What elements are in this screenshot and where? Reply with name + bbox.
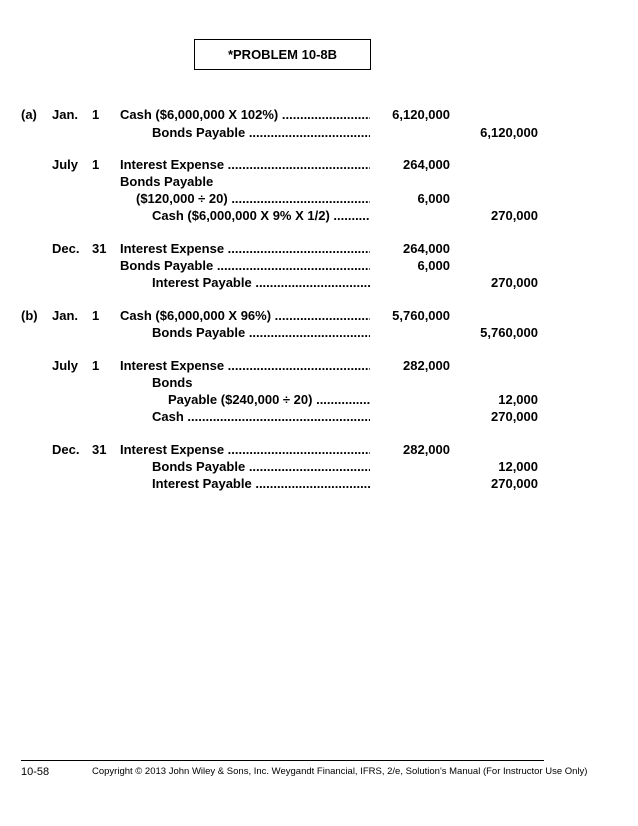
journal-row [0, 324, 638, 342]
entry-part-label: (b) [21, 308, 38, 323]
entry-month: Jan. [52, 107, 79, 122]
credit-amount: 270,000 [491, 275, 538, 290]
entry-month: July [52, 157, 79, 172]
account-name: Bonds Payable ..... [152, 324, 370, 342]
footer-divider [21, 760, 544, 761]
debit-amount: 6,000 [417, 258, 450, 273]
journal-row [0, 307, 638, 325]
debit-amount: 5,760,000 [392, 308, 450, 323]
debit-amount: 264,000 [403, 241, 450, 256]
account-name: Cash ($6,000,000 X 9% X 1/2) ..... [152, 207, 370, 225]
account-name: Bonds Payable ..... [152, 458, 370, 476]
account-name: Bonds [152, 375, 193, 390]
debit-amount: 282,000 [403, 358, 450, 373]
journal-row [0, 124, 638, 142]
entry-day: 31 [92, 241, 107, 256]
copyright-notice: Copyright © 2013 John Wiley & Sons, Inc. Weygandt Financial, IFRS, 2/e, Solution's Manual (For Instructor Use Only) [92, 766, 588, 777]
account-name: Payable ($240,000 ÷ 20) ..... [168, 391, 370, 409]
journal-row [0, 374, 638, 392]
credit-amount: 270,000 [491, 409, 538, 424]
entry-day: 31 [92, 442, 107, 457]
account-name: Bonds Payable [120, 174, 214, 189]
debit-amount: 264,000 [403, 157, 450, 172]
credit-amount: 12,000 [498, 459, 538, 474]
journal-row [0, 207, 638, 225]
account-name: Interest Expense ..... [120, 441, 370, 459]
journal-row [0, 475, 638, 493]
account-name: Interest Expense ..... [120, 156, 370, 174]
account-name: ($120,000 ÷ 20) ..... [136, 190, 370, 208]
account-name: Cash ($6,000,000 X 102%) ..... [120, 106, 370, 124]
journal-row [0, 173, 638, 191]
problem-title: *PROBLEM 10-8B [194, 39, 371, 70]
debit-amount: 6,120,000 [392, 107, 450, 122]
entry-day: 1 [92, 308, 100, 323]
credit-amount: 6,120,000 [480, 125, 538, 140]
account-name: Bonds Payable ..... [120, 257, 370, 275]
entry-day: 1 [92, 157, 100, 172]
entry-part-label: (a) [21, 107, 37, 122]
journal-row [0, 156, 638, 174]
entry-month: Jan. [52, 308, 79, 323]
journal-row [0, 240, 638, 258]
credit-amount: 270,000 [491, 208, 538, 223]
entry-month: Dec. [52, 442, 80, 457]
account-name: Cash ..... [152, 408, 370, 426]
journal-row [0, 441, 638, 459]
debit-amount: 6,000 [417, 191, 450, 206]
entry-month: July [52, 358, 79, 373]
journal-row [0, 106, 638, 124]
journal-row [0, 190, 638, 208]
journal-row [0, 391, 638, 409]
credit-amount: 12,000 [498, 392, 538, 407]
entry-day: 1 [92, 358, 100, 373]
credit-amount: 5,760,000 [480, 325, 538, 340]
journal-row [0, 458, 638, 476]
journal-row [0, 257, 638, 275]
journal-row [0, 357, 638, 375]
page-number: 10-58 [21, 766, 50, 778]
entry-month: Dec. [52, 241, 80, 256]
account-name: Interest Payable ..... [152, 274, 370, 292]
account-name: Interest Payable ..... [152, 475, 370, 493]
debit-amount: 282,000 [403, 442, 450, 457]
account-name: Interest Expense ..... [120, 240, 370, 258]
journal-row [0, 408, 638, 426]
account-name: Cash ($6,000,000 X 96%) ..... [120, 307, 370, 325]
account-name: Bonds Payable ..... [152, 124, 370, 142]
account-name: Interest Expense ..... [120, 357, 370, 375]
entry-day: 1 [92, 107, 100, 122]
journal-row [0, 274, 638, 292]
credit-amount: 270,000 [491, 476, 538, 491]
